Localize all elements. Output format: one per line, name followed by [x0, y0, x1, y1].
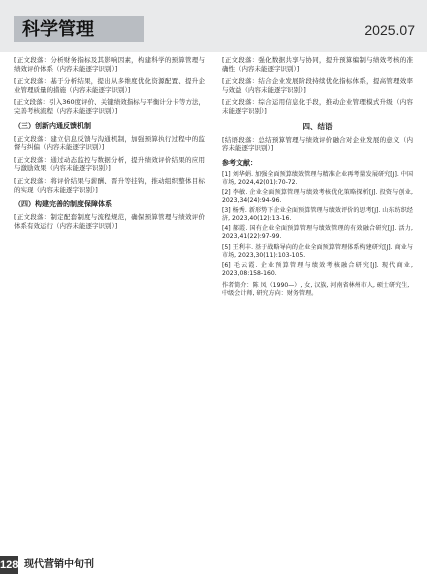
right-paragraph-2: [正文段落：结合企业发展阶段持续优化指标体系，提高管理效率与效益（内容未能逐字识别）] [222, 77, 413, 94]
journal-section-title: 科学管理 [14, 16, 144, 42]
left-paragraph-7: [正文段落：制定配套制度与流程规范，确保预算管理与绩效评价体系有效运行（内容未能逐字识别）] [14, 213, 205, 230]
reference-item: [1] 刘华娟. 加强全面预算绩效管理与精准企业再考量发展研究[J]. 中国市场, 2024,42(01):70-72. [222, 170, 413, 186]
right-paragraph-1: [正文段落：强化数据共享与协同，提升预算编制与绩效考核的准确性（内容未能逐字识别）] [222, 56, 413, 73]
left-heading-feedback: （三）创新内通反馈机制 [14, 121, 91, 130]
reference-item: [2] 李敏. 企业全面预算管理与绩效考核优化策略探析[J]. 投资与创业, 2023,34(24):94-96. [222, 188, 413, 205]
left-paragraph-5: [正文段落：通过动态监控与数据分析，提升绩效评价结果的应用与激励效果（内容未能逐字识别）] [14, 155, 205, 173]
conclusion-paragraph: [结语段落：总结预算管理与绩效评价融合对企业发展的意义（内容未能逐字识别）] [222, 135, 413, 153]
left-paragraph-6: [正文段落：将评价结果与薪酬、晋升等挂钩，推动组织整体目标的实现（内容未能逐字识别）] [14, 176, 205, 194]
page-number: 128 [0, 556, 18, 574]
journal-name: 现代营销中旬刊 [24, 559, 94, 570]
right-column [222, 56, 413, 538]
left-paragraph-1: [正文段落：分析财务指标及其影响因素，构建科学的预算管理与绩效评价体系（内容未能逐字识别）] [14, 56, 205, 73]
page-footer [0, 548, 427, 579]
reference-item: [4] 郝霞. 国有企业全面预算管理与绩效管理的有效融合研究[J]. 活力, 2023,41(22):97-99. [222, 225, 413, 241]
left-heading-system: （四）构建完善的制度保障体系 [14, 200, 112, 209]
issue-date: 2025.07 [364, 22, 415, 38]
right-paragraph-3: [正文段落：综合运用信息化手段，推动企业管理模式升级（内容未能逐字识别）] [222, 98, 413, 115]
left-paragraph-4: [正文段落：建立信息反馈与沟通机制，加强预算执行过程中的监督与纠偏（内容未能逐字识别）] [14, 134, 205, 152]
left-paragraph-2: [正文段落：基于分析结果，提出从多维度优化资源配置、提升企业管理质量的措施（内容未能逐字识别）] [14, 77, 205, 94]
author-bio: 作者简介：陈 凤（1990—）, 女, 汉族, 河南省林州市人, 硕士研究生, 中级会计师, 研究方向：财务管理。 [222, 281, 410, 297]
reference-item: [5] 王利丰. 基于战略导向的企业全面预算管理体系构建研究[J]. 商业与市场, 2023,30(11):103-105. [222, 243, 413, 259]
conclusion-heading: 四、结语 [302, 121, 333, 131]
reference-item: [3] 杨秀. 新形势下企业全面预算管理与绩效评价的思考[J]. 山东纺织经济, 2023,40(12):13-16. [222, 207, 413, 223]
references-title: 参考文献： [222, 158, 257, 167]
reference-item: [6] 毛云霞. 企业预算管理与绩效考核融合研究[J]. 现代商业, 2023,08:158-160. [222, 261, 413, 277]
left-paragraph-3: [正文段落：引入360度评价、关键绩效指标与平衡计分卡等方法，完善考核流程（内容未能逐字识别）] [14, 98, 205, 115]
left-column [14, 56, 205, 538]
article-body [14, 56, 413, 538]
